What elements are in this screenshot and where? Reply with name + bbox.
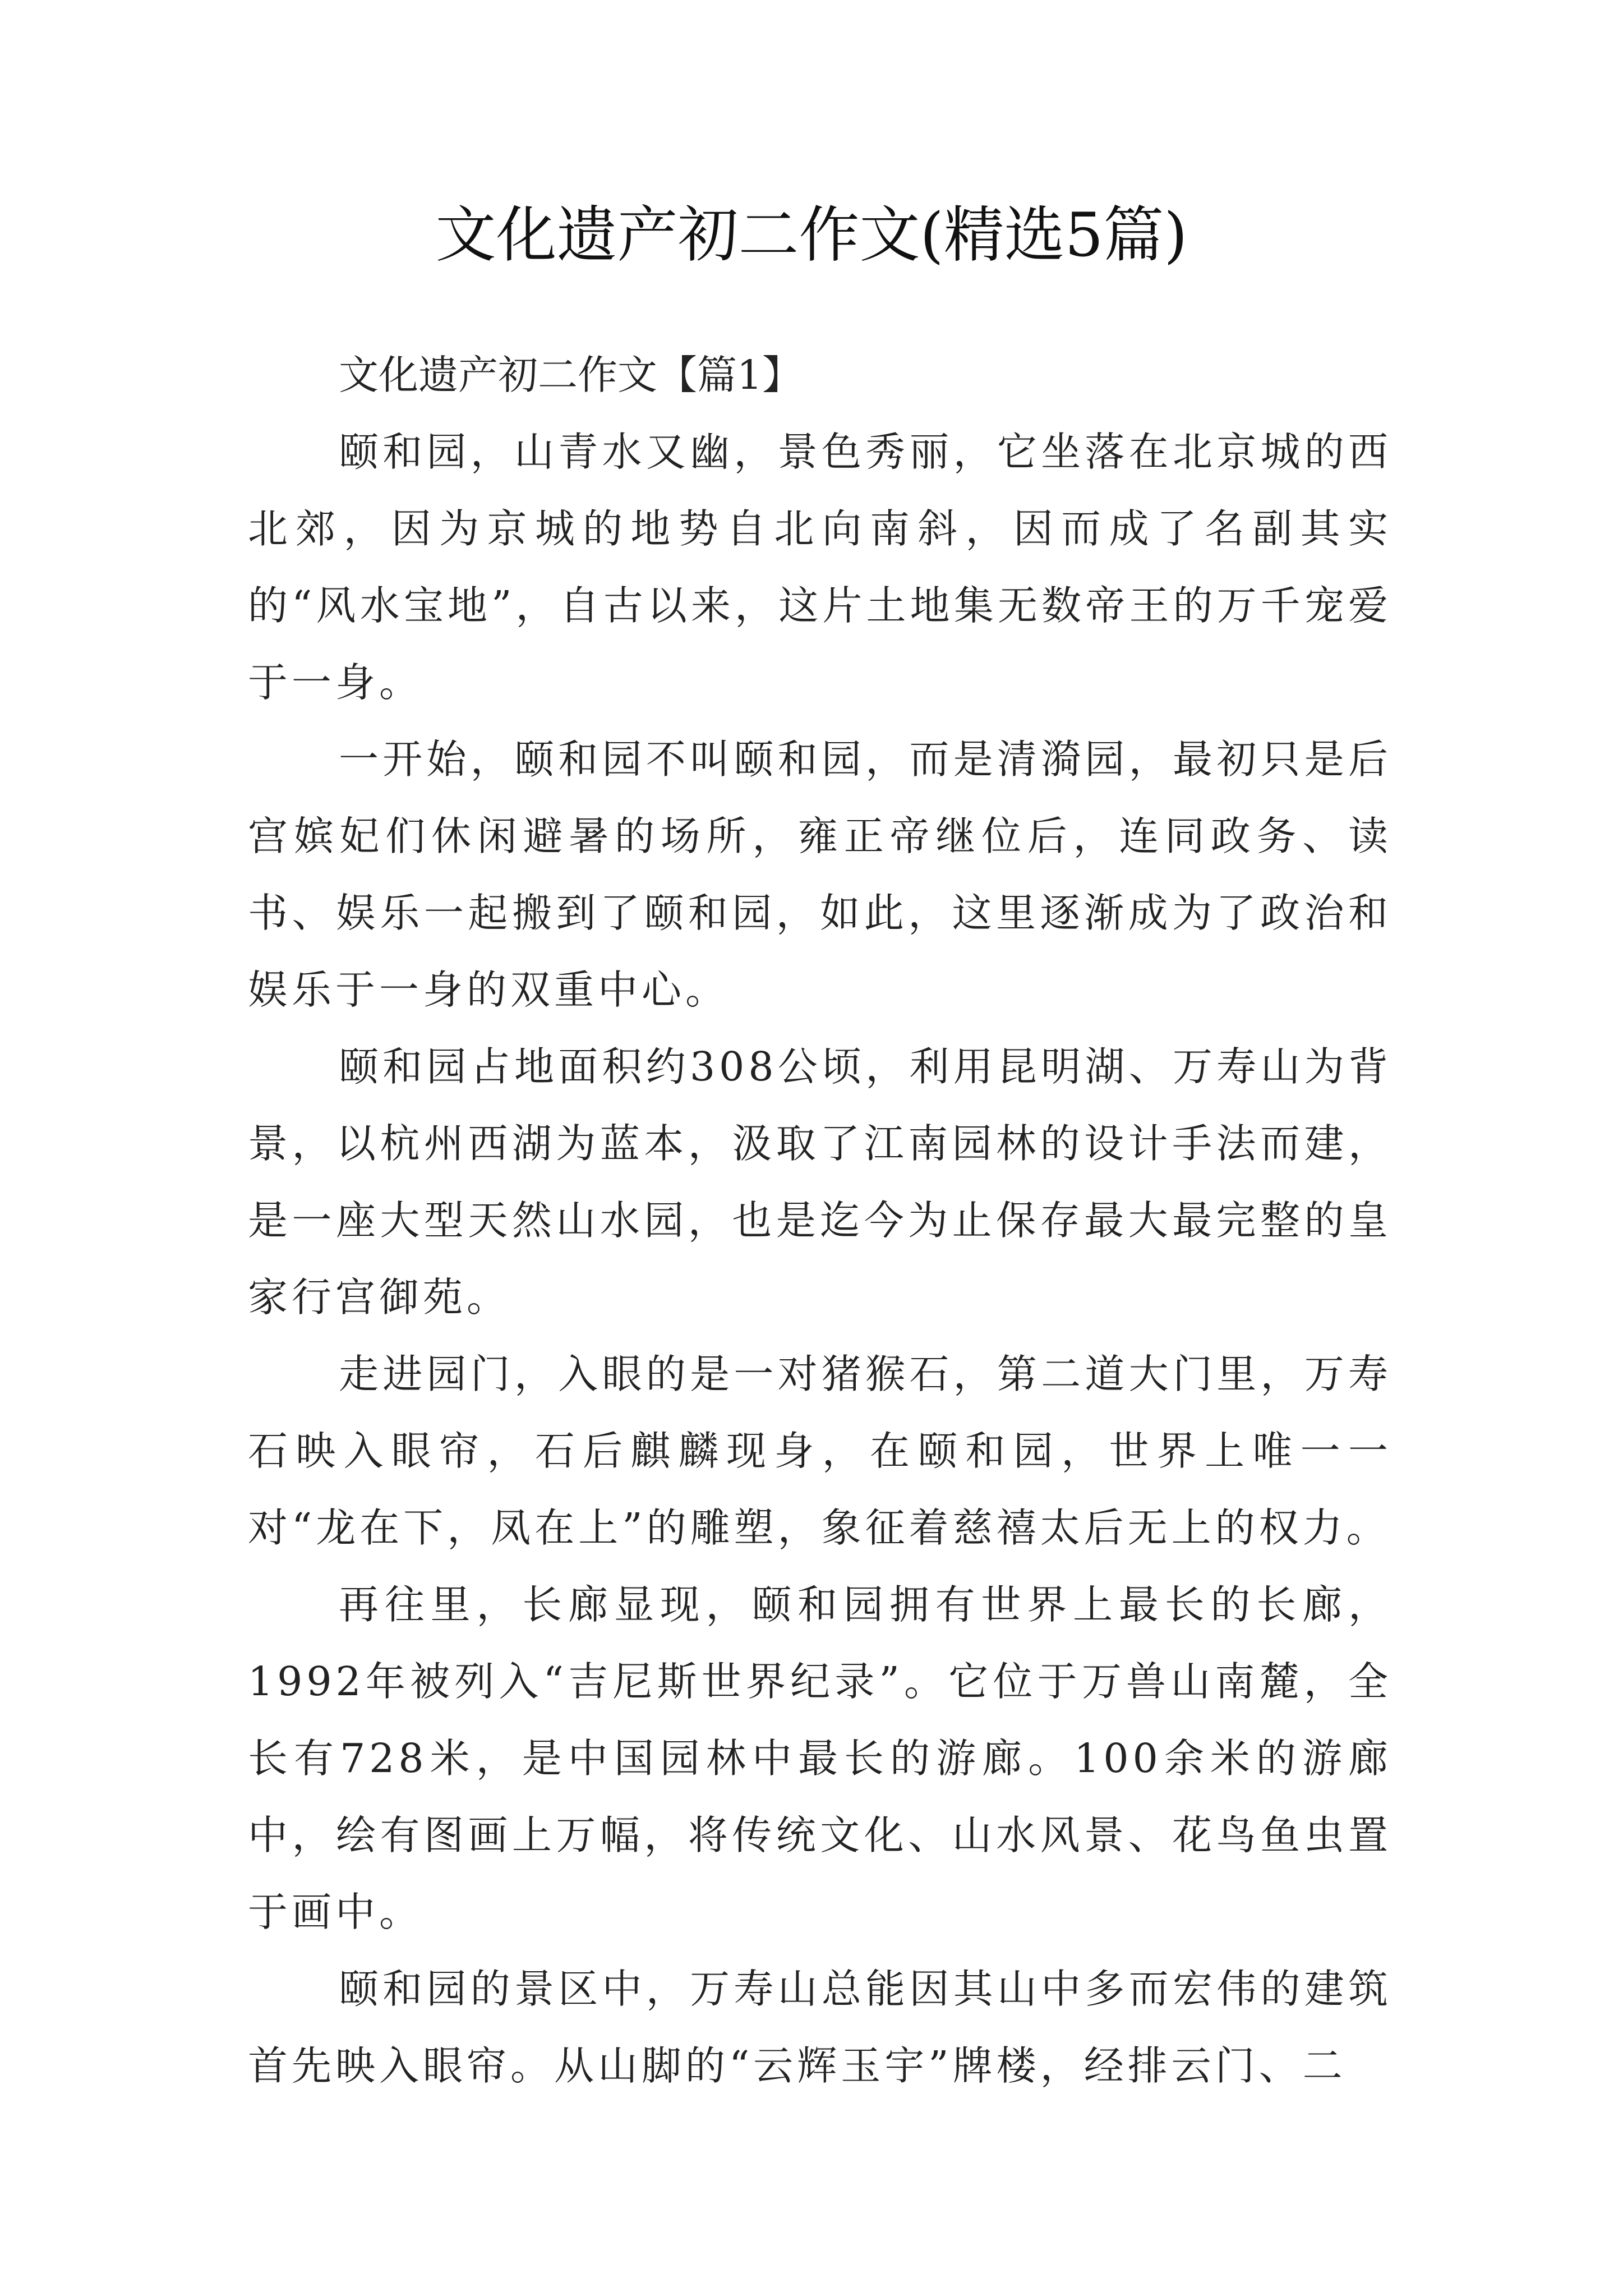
document-body: [248, 337, 1392, 2104]
paragraph-2: 一开始，颐和园不叫颐和园，而是清漪园，最初只是后宫嫔妃们休闲避暑的场所，雍正帝继位后，连同政务、读书、娱乐一起搬到了颐和园，如此，这里逐渐成为了政治和娱乐于一身的双重中心。: [248, 736, 1392, 1013]
paragraph-4: 走进园门，入眼的是一对猪猴石，第二道大门里，万寿石映入眼帘，石后麒麟现身，在颐和园，世界上唯一一对“龙在下，凤在上”的雕塑，象征着慈禧太后无上的权力。: [248, 1351, 1392, 1551]
paragraph-6: 颐和园的景区中，万寿山总能因其山中多而宏伟的建筑首先映入眼帘。从山脚的“云辉玉宇”牌楼，经排云门、二: [248, 1966, 1392, 2089]
paragraph-5: 再往里，长廊显现，颐和园拥有世界上最长的长廊，1992年被列入“吉尼斯世界纪录”。它位于万兽山南麓，全长有728米，是中国园林中最长的游廊。100余米的游廊中，绘有图画上万幅，将传统文化、山水风景、花鸟鱼虫置于画中。: [248, 1581, 1392, 1935]
section-heading: 文化遗产初二作文【篇1】: [339, 352, 803, 398]
paragraph-3: 颐和园占地面积约308公顷，利用昆明湖、万寿山为背景，以杭州西湖为蓝本，汲取了江南园林的设计手法而建，是一座大型天然山水园，也是迄今为止保存最大最完整的皇家行宫御苑。: [248, 1043, 1392, 1320]
paragraph-1: 颐和园，山青水又幽，景色秀丽，它坐落在北京城的西北郊，因为京城的地势自北向南斜，因而成了名副其实的“风水宝地”，自古以来，这片土地集无数帝王的万千宠爱于一身。: [248, 429, 1392, 706]
document-title: 文化遗产初二作文(精选5篇): [435, 200, 1188, 270]
